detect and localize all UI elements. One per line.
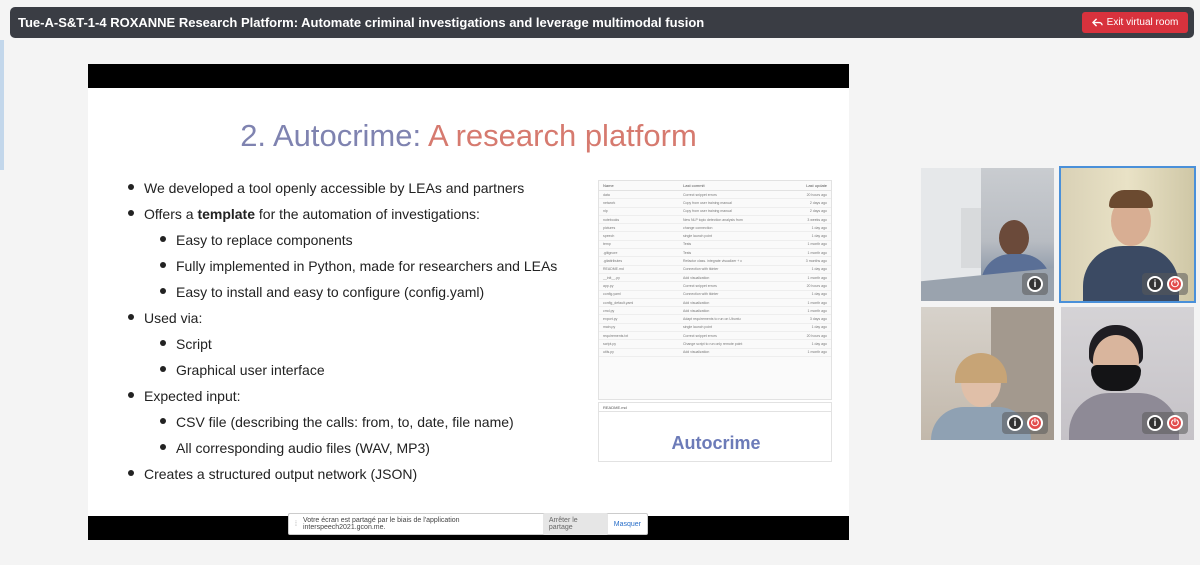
info-icon[interactable]: i xyxy=(1027,276,1043,292)
repo-file-row[interactable]: main.py single launch point 1 day ago xyxy=(599,324,831,332)
tile-controls xyxy=(1142,273,1188,295)
screen-share-notice xyxy=(288,513,648,535)
hide-notice-button[interactable]: Masquer xyxy=(613,520,641,528)
repo-file-row[interactable]: config.yaml Connection with tkinter 1 day ago xyxy=(599,291,831,299)
repo-file-row[interactable]: utils.py Add visualization 1 month ago xyxy=(599,349,831,357)
info-icon[interactable]: i xyxy=(1147,415,1163,431)
power-icon[interactable]: ⏻ xyxy=(1167,276,1183,292)
repo-file-row[interactable]: export.py Adapt requirements to run on Ubuntu 3 days ago xyxy=(599,315,831,323)
share-notice-text: Votre écran est partagé par le biais de l'application interspeech2021.gcon.me. xyxy=(302,517,460,531)
participant-tile-1[interactable] xyxy=(921,168,1054,301)
power-icon[interactable]: ⏻ xyxy=(1167,415,1183,431)
sub-bullet-item: Graphical user interface xyxy=(160,362,325,378)
bullet-item: We developed a tool openly accessible by LEAs and partners xyxy=(128,180,524,196)
autocrime-logo: Autocrime xyxy=(671,433,761,453)
exit-virtual-room-button[interactable] xyxy=(1082,12,1188,33)
repo-file-row[interactable]: notebooks New NLP topic detection analysis from 3 weeks ago xyxy=(599,216,831,224)
stop-sharing-button[interactable]: Arrêter le partage xyxy=(543,513,608,535)
info-icon[interactable]: i xyxy=(1147,276,1163,292)
left-edge-strip xyxy=(0,40,4,170)
sub-bullet-item: Easy to replace components xyxy=(160,232,353,248)
tile-controls xyxy=(1002,412,1048,434)
participant-tile-2[interactable] xyxy=(1061,168,1194,301)
repo-file-row[interactable]: speech single launch point 1 day ago xyxy=(599,232,831,240)
repo-file-row[interactable]: nlp Copy from user training manual 2 days ago xyxy=(599,208,831,216)
repository-file-list xyxy=(598,180,832,400)
repo-header-row: Name Last commit Last update xyxy=(599,181,831,191)
repo-file-row[interactable]: script.py Change script to run only remote point 1 day ago xyxy=(599,340,831,348)
shared-screen xyxy=(88,64,849,540)
session-title: Tue-A-S&T-1-4 ROXANNE Research Platform: Automate criminal investigations and leverage multimodal fusion xyxy=(18,15,705,30)
readme-header: README.md xyxy=(599,403,831,412)
repo-file-row[interactable]: config_default.yaml Add visualization 1 month ago xyxy=(599,299,831,307)
repo-file-row[interactable]: app.py Correct snippet errors 20 hours ago xyxy=(599,282,831,290)
letterbox-top xyxy=(88,64,849,88)
participant-tile-4[interactable] xyxy=(1061,307,1194,440)
repo-file-row[interactable]: network Copy from user training manual 2 days ago xyxy=(599,199,831,207)
slide-title-part1: 2. Autocrime: xyxy=(240,118,422,153)
sub-bullet-item: Script xyxy=(160,336,212,352)
repo-file-row[interactable]: temp Tests 1 month ago xyxy=(599,241,831,249)
info-icon[interactable]: i xyxy=(1007,415,1023,431)
repo-file-row[interactable]: data Correct snippet errors 20 hours ago xyxy=(599,191,831,199)
power-icon[interactable]: ⏻ xyxy=(1027,415,1043,431)
sub-bullet-item: Fully implemented in Python, made for researchers and LEAs xyxy=(160,258,557,274)
exit-arrow-icon xyxy=(1092,17,1103,28)
bullet-item: Creates a structured output network (JSON) xyxy=(128,466,417,482)
repo-file-row[interactable]: .gitattributes Refactor class. integrate visualizer + c 3 months ago xyxy=(599,257,831,265)
repo-file-row[interactable]: .gitignore Tests 1 month ago xyxy=(599,249,831,257)
slide-title xyxy=(88,118,849,154)
exit-label: Exit virtual room xyxy=(1106,17,1179,28)
window-header xyxy=(10,7,1194,38)
tile-controls xyxy=(1142,412,1188,434)
repo-file-row[interactable]: pictures change connection 1 day ago xyxy=(599,224,831,232)
slide-title-part2: A research platform xyxy=(428,118,697,153)
bullet-item: Used via: xyxy=(128,310,202,326)
drag-handle-icon[interactable]: ⁞ xyxy=(295,520,297,528)
repo-file-row[interactable]: README.md Connection with tkinter 1 day ago xyxy=(599,266,831,274)
bullet-item: Expected input: xyxy=(128,388,241,404)
bullet-item: Offers a template for the automation of investigations: xyxy=(128,206,480,222)
repo-file-row[interactable]: __init__.py Add visualization 1 month ago xyxy=(599,274,831,282)
sub-bullet-item: Easy to install and easy to configure (config.yaml) xyxy=(160,284,484,300)
repo-file-row[interactable]: cmd.py Add visualization 1 month ago xyxy=(599,307,831,315)
repo-file-row[interactable]: requirements.txt Correct snippet errors 20 hours ago xyxy=(599,332,831,340)
readme-panel xyxy=(598,402,832,462)
participant-tile-3[interactable] xyxy=(921,307,1054,440)
sub-bullet-item: All corresponding audio files (WAV, MP3) xyxy=(160,440,430,456)
sub-bullet-item: CSV file (describing the calls: from, to, date, file name) xyxy=(160,414,514,430)
tile-controls xyxy=(1022,273,1048,295)
